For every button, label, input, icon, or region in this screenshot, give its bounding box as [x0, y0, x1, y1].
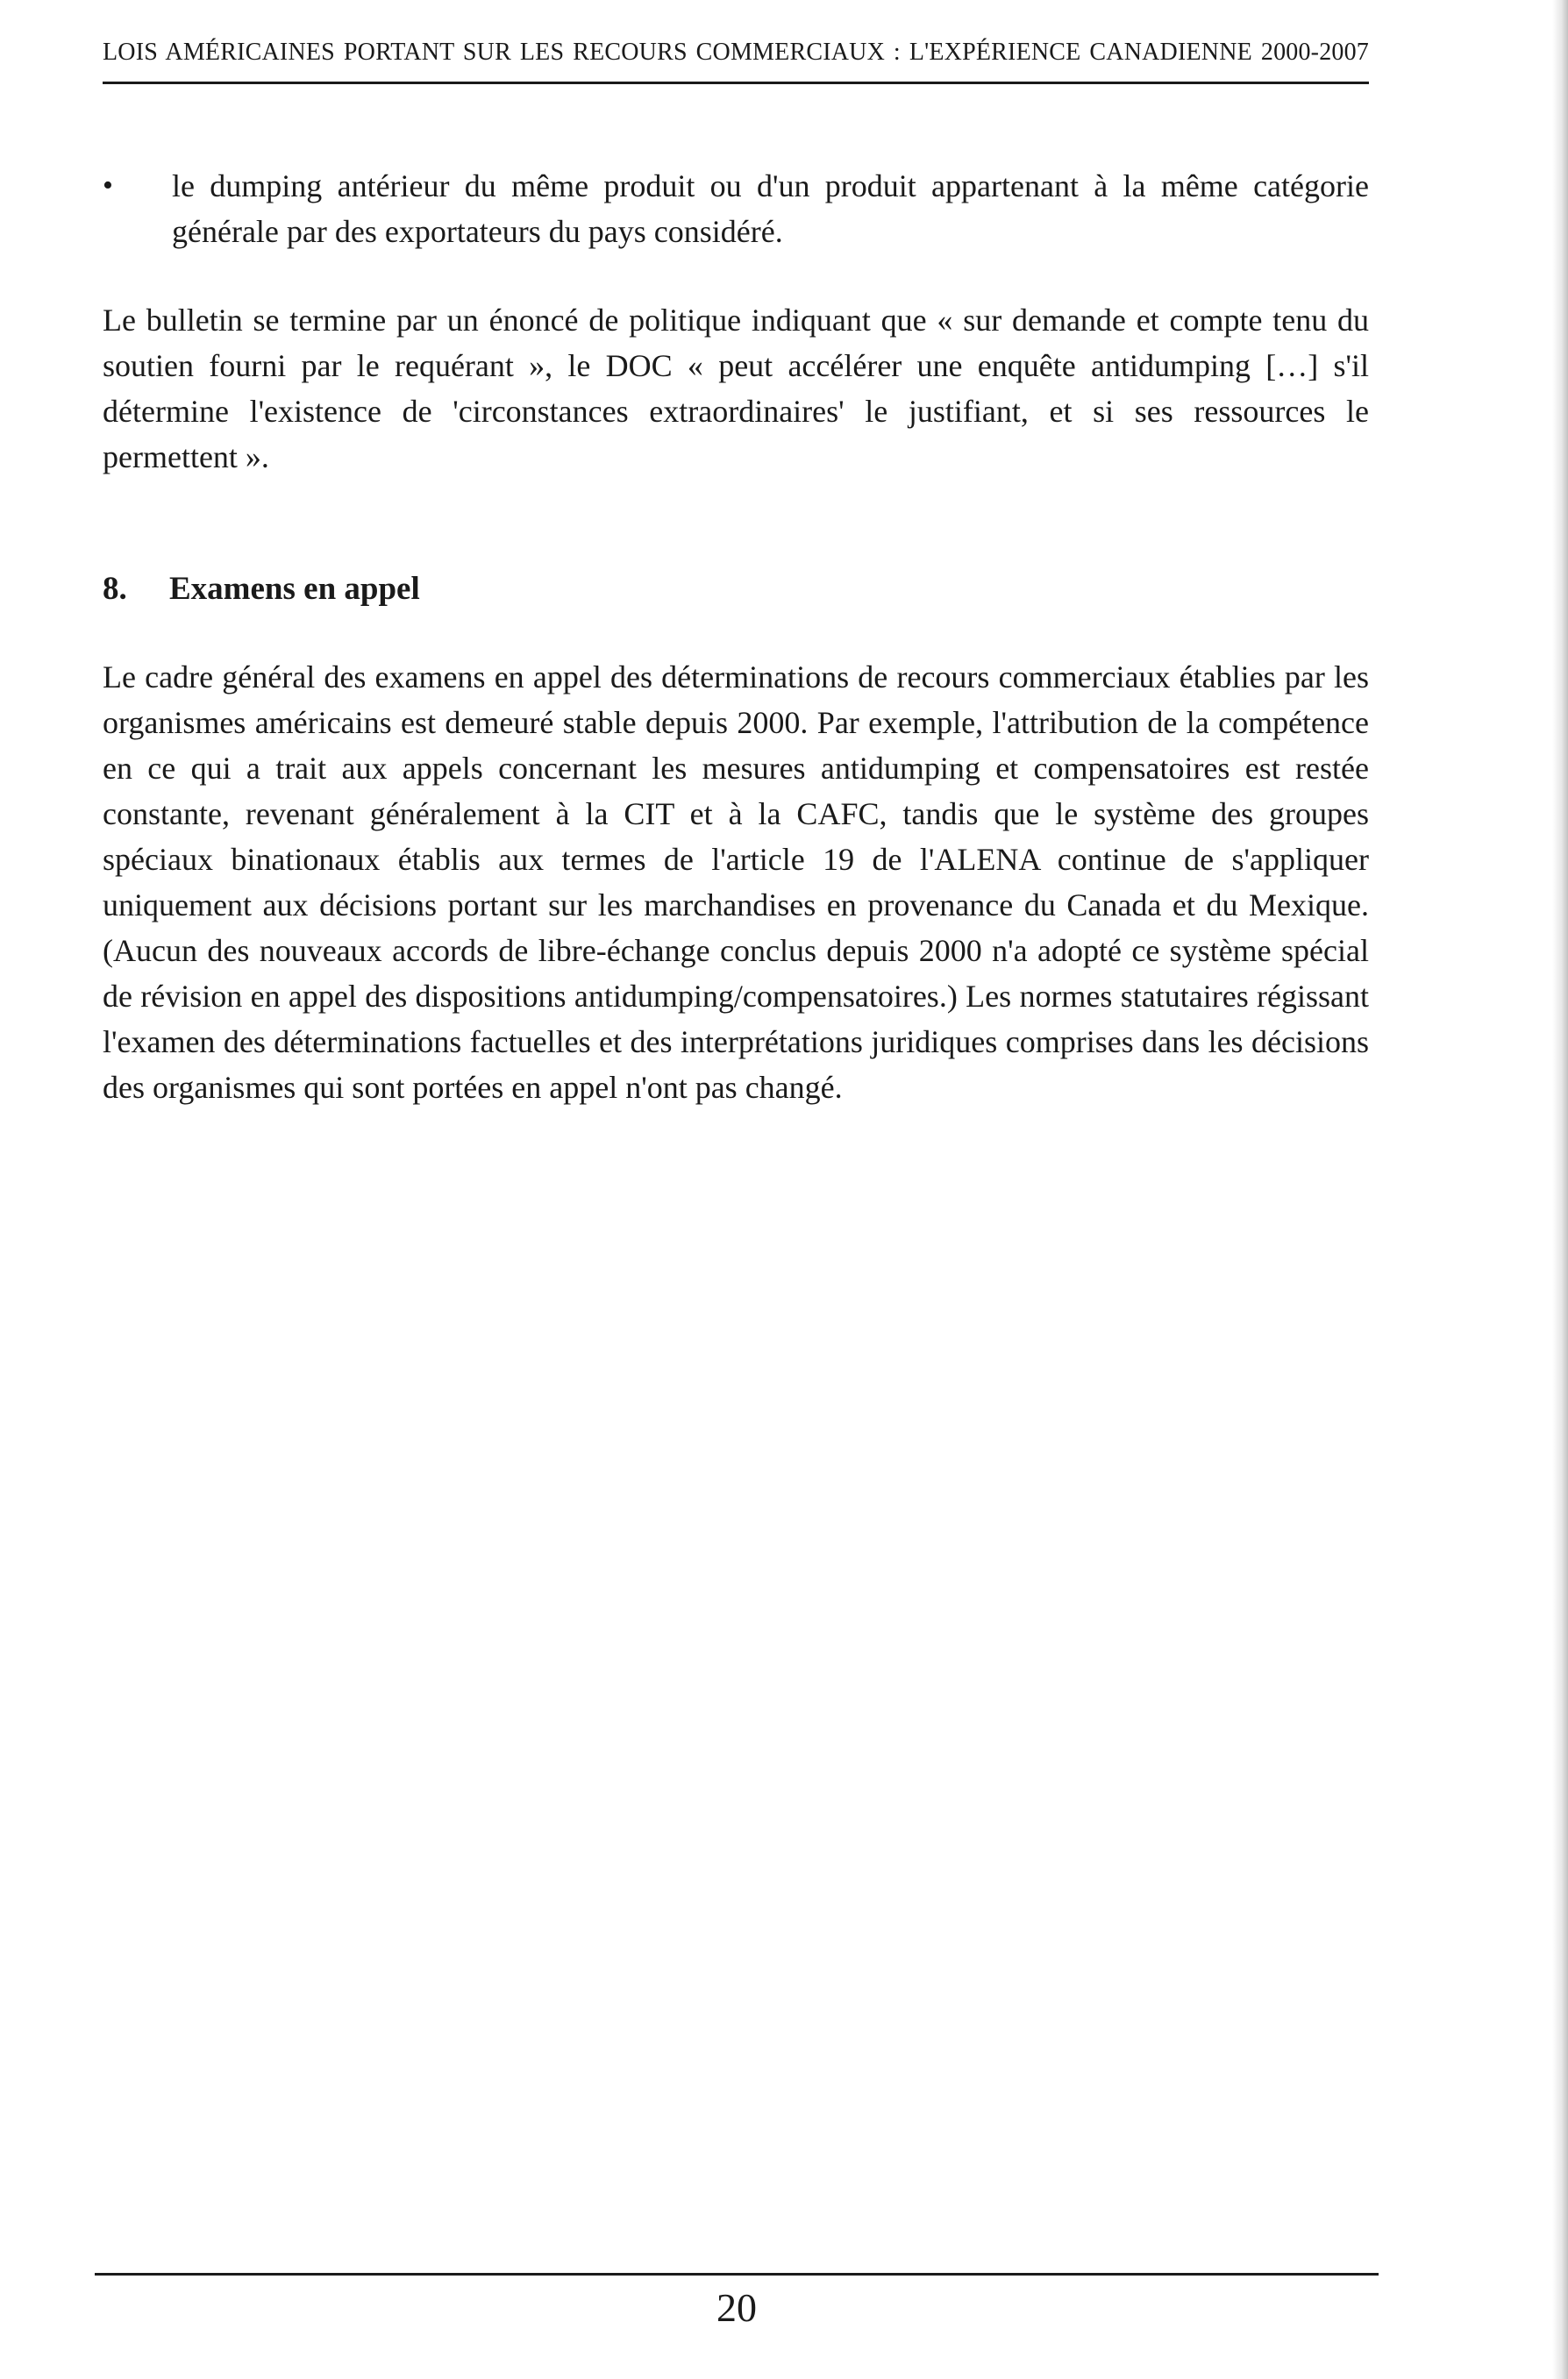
section-title: Examens en appel	[169, 571, 420, 607]
running-header: LOIS AMÉRICAINES PORTANT SUR LES RECOURS COMMERCIAUX : L'EXPÉRIENCE CANADIENNE 2000-2007	[103, 39, 1369, 66]
section-heading	[103, 566, 1369, 612]
section-number: 8.	[103, 571, 127, 607]
footer-rule	[95, 2273, 1379, 2276]
scan-edge-shadow	[1552, 0, 1568, 2379]
header-rule	[103, 82, 1369, 84]
body-paragraph-2: Le cadre général des examens en appel des déterminations de recours commerciaux établies par les organismes américains est demeuré stable depuis 2000. Par exemple, l'attribution de la compétence en ce qui a trait aux appels concernant les mesures antidumping et compensatoires est restée constante, revenant généralement à la CIT et à la CAFC, tandis que le système des groupes spéciaux binationaux établis aux termes de l'article 19 de l'ALENA continue de s'appliquer uniquement aux décisions portant sur les marchandises en provenance du Canada et du Mexique. (Aucun des nouveaux accords de libre-échange conclus depuis 2000 n'a adopté ce système spécial de révision en appel des dispositions antidumping/compensatoires.) Les normes statutaires régissant l'examen des déterminations factuelles et des interprétations juridiques comprises dans les décisions des organismes qui sont portées en appel n'ont pas changé.	[103, 659, 1369, 1105]
bullet-text: le dumping antérieur du même produit ou d'un produit appartenant à la même catégorie générale par des exportateurs du pays considéré.	[172, 168, 1369, 249]
bullet-icon: •	[103, 169, 113, 202]
bullet-list-item	[103, 163, 1369, 254]
page-number: 20	[716, 2285, 757, 2330]
body-paragraph-1: Le bulletin se termine par un énoncé de politique indiquant que « sur demande et compte tenu du soutien fourni par le requérant », le DOC « peut accélérer une enquête antidumping […] s'il détermine l'existence de 'circonstances extraordinaires' le justifiant, et si ses ressources le permettent ».	[103, 303, 1369, 474]
